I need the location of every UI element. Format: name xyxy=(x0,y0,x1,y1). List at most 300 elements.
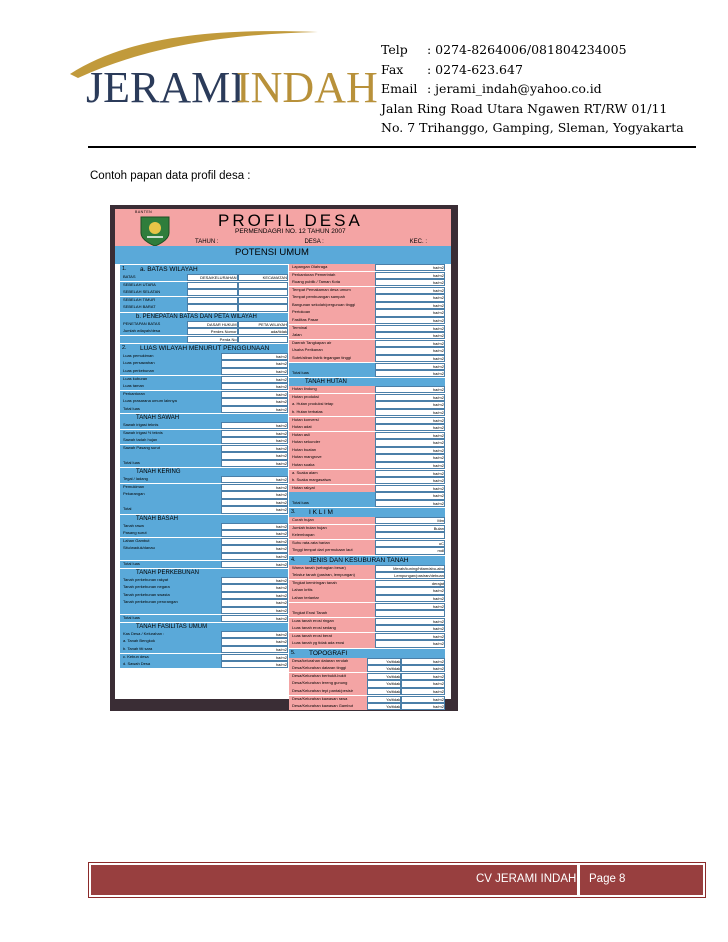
board-row xyxy=(120,654,288,661)
row-value: ha/m2 xyxy=(375,485,445,492)
row-label: Lahan Gambut xyxy=(120,538,221,545)
row-value: oC xyxy=(375,540,445,547)
row-value xyxy=(187,282,237,289)
board-subtitle: PERMENDAGRI NO. 12 TAHUN 2007 xyxy=(235,228,346,235)
address-line-1: Jalan Ring Road Utara Ngawen RT/RW 01/11 xyxy=(381,100,668,116)
row-value xyxy=(187,304,237,311)
section-number: 3. xyxy=(291,509,296,516)
board-row xyxy=(120,638,288,645)
row-label: Desa/Kelurahan lereng gunung xyxy=(289,680,367,687)
row-label: Sawah Pasang surut xyxy=(120,445,221,452)
row-label: Suhu rata-rata harian xyxy=(289,540,375,547)
row-label: Hutan rakyat xyxy=(289,485,375,492)
row-label: Hutan buatan xyxy=(289,447,375,454)
row-label: Tanah rawa xyxy=(120,523,221,530)
row-value: ha/m2 xyxy=(401,673,445,680)
row-value: ha/m2 xyxy=(221,376,288,383)
row-value: ha/m2 xyxy=(375,470,445,477)
footer-separator xyxy=(577,865,580,895)
row-value: ha/m2 xyxy=(221,638,288,645)
row-value: ha/m2 xyxy=(375,355,445,362)
board-section-header xyxy=(120,344,288,353)
section-number: 1. xyxy=(122,266,127,272)
row-value: Ya/tidak xyxy=(367,673,401,680)
row-value: ha/m2 xyxy=(221,592,288,599)
board-row xyxy=(289,532,445,539)
board-section-header xyxy=(289,649,445,658)
row-value: ha/m2 xyxy=(221,445,288,452)
row-label: BATAS xyxy=(120,274,187,281)
row-label xyxy=(120,452,221,459)
row-label: b. Tanah titi sara xyxy=(120,646,221,653)
row-value: Ya/tidak xyxy=(367,696,401,703)
row-value: ha/m2 xyxy=(221,430,288,437)
row-value: ha/m2 xyxy=(221,398,288,405)
row-label: Hutan produksi xyxy=(289,394,375,401)
board-title: PROFIL DESA xyxy=(218,211,363,230)
board-section-header xyxy=(289,556,445,565)
row-value xyxy=(375,532,445,539)
board-meta xyxy=(195,239,427,245)
row-label: Luas prasarana umum lainnya xyxy=(120,398,221,405)
board-row xyxy=(289,264,445,271)
board-row xyxy=(289,625,445,632)
row-value: ha/m2 xyxy=(221,353,288,360)
row-label: Tekstur tanah (pasiran, lempungan) xyxy=(289,572,375,579)
row-label: Luas taman xyxy=(120,383,221,390)
row-value: Mm xyxy=(375,517,445,524)
row-value xyxy=(187,297,237,304)
row-value xyxy=(238,304,288,311)
board-row xyxy=(289,432,445,439)
board-row xyxy=(289,565,445,572)
board-row xyxy=(120,561,288,568)
board-row xyxy=(289,363,445,370)
row-label: Luas perkebunan xyxy=(120,368,221,375)
row-value: ha/m2 xyxy=(375,640,445,647)
contact-fax xyxy=(381,60,684,80)
board-section-header xyxy=(120,265,288,274)
board-row xyxy=(120,336,288,343)
row-label: Desa/Kelurahan dataran tinggi xyxy=(289,665,367,672)
board-row xyxy=(289,470,445,477)
row-label: Luas tanah erosi berat xyxy=(289,633,375,640)
board-row xyxy=(120,661,288,668)
row-value: ha/m2 xyxy=(375,302,445,309)
row-label: a. Hutan produksi tetap xyxy=(289,401,375,408)
board-row xyxy=(289,547,445,554)
row-value: ha/m2 xyxy=(375,370,445,377)
row-label: Tempat Pemakaman desa umum xyxy=(289,287,375,294)
row-label xyxy=(289,603,375,610)
row-value: ha/m2 xyxy=(221,391,288,398)
row-label: d. Sawah Desa xyxy=(120,661,221,668)
contact-label: Fax xyxy=(381,61,404,77)
row-value: ha/m2 xyxy=(375,317,445,324)
row-label: b. Suaka margasatwa xyxy=(289,477,375,484)
row-value xyxy=(238,297,288,304)
row-label xyxy=(120,607,221,614)
board-row xyxy=(289,309,445,316)
company-logo xyxy=(68,30,378,112)
board-row xyxy=(289,409,445,416)
row-value: ha/m2 xyxy=(221,360,288,367)
board-row xyxy=(289,540,445,547)
row-label: SEBELAH BARAT xyxy=(120,304,187,311)
contact-value: : jerami_indah@yahoo.co.id xyxy=(427,81,602,96)
row-value: ha/m2 xyxy=(221,561,288,568)
board-row xyxy=(120,321,288,328)
row-label: Total luas xyxy=(120,406,221,413)
row-value: ha/m2 xyxy=(221,631,288,638)
board-row xyxy=(289,580,445,587)
row-value: ha/m2 xyxy=(221,545,288,552)
row-label: Curah hujan xyxy=(289,517,375,524)
row-value: ha/m2 xyxy=(221,437,288,444)
board-row xyxy=(289,417,445,424)
row-value: ha/m2 xyxy=(375,287,445,294)
row-value: ha/m2 xyxy=(221,553,288,560)
row-value: ha/m2 xyxy=(375,618,445,625)
row-label: Hutan mangrove xyxy=(289,454,375,461)
row-value: DASAR HUKUM xyxy=(187,321,237,328)
row-value: ha/m2 xyxy=(221,646,288,653)
board-row xyxy=(120,437,288,444)
row-value: ha/m2 xyxy=(375,603,445,610)
section-title: a. BATAS WILAYAH xyxy=(140,266,198,273)
row-value: ha/m2 xyxy=(221,654,288,661)
row-label xyxy=(120,553,221,560)
board-row xyxy=(120,422,288,429)
row-value: Perdes Nomor xyxy=(187,328,237,335)
row-value: ha/m2 xyxy=(375,595,445,602)
section-title: LUAS WILAYAH MENURUT PENGGUNAAN xyxy=(140,344,270,352)
board-row xyxy=(289,572,445,579)
row-label: Pertokoan xyxy=(289,309,375,316)
row-label xyxy=(289,492,375,499)
row-value: ha/m2 xyxy=(375,454,445,461)
board-row xyxy=(120,631,288,638)
row-label: Desa/Kelurahan kawasan Gambut xyxy=(289,703,367,710)
row-value xyxy=(238,336,288,343)
row-value: PETA WILAYAH xyxy=(238,321,288,328)
board-row xyxy=(120,523,288,530)
row-label: Kas Desa / Kelurahan : xyxy=(120,631,221,638)
row-label: Desa/kelurahan dataran rendah xyxy=(289,658,367,665)
row-value: ha/m2 xyxy=(221,460,288,467)
contact-email xyxy=(381,79,684,99)
board-row xyxy=(289,294,445,301)
row-label: Sutet/aliran listrik tegangan tinggi xyxy=(289,355,375,362)
row-label: Tanah perkebunan negara xyxy=(120,584,221,591)
board-row xyxy=(289,447,445,454)
board-row xyxy=(120,545,288,552)
row-value: ha/m2 xyxy=(375,417,445,424)
board-row xyxy=(289,439,445,446)
board-row xyxy=(289,279,445,286)
row-label: Jalan xyxy=(289,332,375,339)
row-label: Total luas xyxy=(289,370,375,377)
row-value: ha/m2 xyxy=(375,363,445,370)
profil-desa-board xyxy=(110,205,458,711)
row-value: ha/m2 xyxy=(375,272,445,279)
row-value: ha/m2 xyxy=(375,332,445,339)
row-label: Tegal / ladang xyxy=(120,476,221,483)
row-value: ha/m2 xyxy=(375,492,445,499)
row-label: b. Hutan terbatas xyxy=(289,409,375,416)
row-label: Tingkat kemiringan tanah xyxy=(289,580,375,587)
board-row xyxy=(120,289,288,296)
row-value: ha/m2 xyxy=(221,491,288,498)
board-row xyxy=(120,615,288,622)
row-label: Luas tanah yg tidak ada erosi xyxy=(289,640,375,647)
board-row xyxy=(120,460,288,467)
row-label: Pemukiman xyxy=(120,484,221,491)
row-label: Hutan lindung xyxy=(289,386,375,393)
row-label: Total xyxy=(120,506,221,513)
row-value: Lempungan/pasiran/debuan xyxy=(375,572,445,579)
row-label: Tanah perkebunan rakyat xyxy=(120,577,221,584)
board-row xyxy=(289,658,445,665)
intro-text: Contoh papan data profil desa : xyxy=(90,170,251,182)
row-value: Ya/tidak xyxy=(367,688,401,695)
board-row xyxy=(120,506,288,513)
row-value: ha/m2 xyxy=(221,607,288,614)
row-label: Total luas xyxy=(289,500,375,507)
section-number: 5. xyxy=(291,649,296,656)
row-label: SEBELAH SELATAN xyxy=(120,289,187,296)
row-value xyxy=(187,289,237,296)
row-value: ha/m2 xyxy=(221,499,288,506)
row-value: ha/m2 xyxy=(221,368,288,375)
board-row xyxy=(289,347,445,354)
board-row xyxy=(120,530,288,537)
row-label: Daerah Tangkapan air xyxy=(289,340,375,347)
board-row xyxy=(289,485,445,492)
row-value: ha/m2 xyxy=(375,462,445,469)
row-value: ha/m2 xyxy=(375,386,445,393)
board-row xyxy=(120,553,288,560)
row-value: ha/m2 xyxy=(375,325,445,332)
section-title: JENIS DAN KESUBURAN TANAH xyxy=(309,556,409,564)
row-label: Luas tanah erosi ringan xyxy=(289,618,375,625)
row-label: Fasilitas Pasar xyxy=(289,317,375,324)
section-title: POTENSI UMUM xyxy=(235,247,309,258)
board-row xyxy=(120,274,288,281)
row-label: SEBELAH UTARA xyxy=(120,282,187,289)
row-label: Tinggi tempat dari permukaan laut xyxy=(289,547,375,554)
board-row xyxy=(289,302,445,309)
board-row xyxy=(289,587,445,594)
board-subsection-header: TANAH PERKEBUNAN xyxy=(120,569,288,577)
row-value: ha/m2 xyxy=(375,309,445,316)
section-number: 4. xyxy=(291,556,296,563)
row-value: Bulan xyxy=(375,525,445,532)
row-label: Ruang publik / Taman Kota xyxy=(289,279,375,286)
board-row xyxy=(289,317,445,324)
logo-text-dark: JERAMI xyxy=(86,63,245,112)
row-value: ha/m2 xyxy=(401,665,445,672)
board-row xyxy=(289,340,445,347)
row-label: Lapangan Olahraga xyxy=(289,264,375,271)
row-value: Merah/kuning/hitam/abu-abu xyxy=(375,565,445,572)
board-row xyxy=(289,595,445,602)
row-label: Jumlah wilayah/desa xyxy=(120,328,187,335)
board-row xyxy=(120,282,288,289)
address-line-2: No. 7 Trihanggo, Gamping, Sleman, Yogyakarta xyxy=(381,120,684,135)
row-label: Pasang surut xyxy=(120,530,221,537)
row-label: a. Tanah Bengkok xyxy=(120,638,221,645)
row-label: Tanah perkebunan swasta xyxy=(120,592,221,599)
board-row xyxy=(289,703,445,710)
row-label: Tingkat Erosi Tanah xyxy=(289,610,375,617)
row-label: Luas pemukiman xyxy=(120,353,221,360)
board-row xyxy=(289,355,445,362)
board-row xyxy=(289,610,445,617)
section-title: TOPOGRAFI xyxy=(309,649,348,657)
row-value: ada/tidak xyxy=(238,328,288,335)
row-value xyxy=(238,282,288,289)
row-label: Total luas xyxy=(120,460,221,467)
row-value: derajat xyxy=(375,580,445,587)
row-label: Lahan kritis xyxy=(289,587,375,594)
row-label: Hutan konversi xyxy=(289,417,375,424)
page-number: Page 8 xyxy=(589,873,626,885)
contact-value: : 0274-623.647 xyxy=(427,61,523,77)
row-value: ha/m2 xyxy=(375,500,445,507)
row-label: Luas persawahan xyxy=(120,360,221,367)
board-row xyxy=(120,646,288,653)
row-value xyxy=(238,289,288,296)
board-row xyxy=(120,491,288,498)
row-value: ha/m2 xyxy=(221,530,288,537)
row-value: ha/m2 xyxy=(221,615,288,622)
board-subsection-header: TANAH BASAH xyxy=(120,515,288,523)
meta-tahun: TAHUN : xyxy=(195,239,219,245)
row-label: Jumlah bulan hujan xyxy=(289,525,375,532)
row-value: ha/m2 xyxy=(375,432,445,439)
board-row xyxy=(289,673,445,680)
row-value: ha/m2 xyxy=(375,447,445,454)
row-label: Kelembapan xyxy=(289,532,375,539)
board-row xyxy=(120,328,288,335)
footer-company: CV JERAMI INDAH xyxy=(476,873,577,885)
row-value: ha/m2 xyxy=(375,394,445,401)
left-column xyxy=(120,264,288,669)
board-row xyxy=(120,406,288,413)
row-label: Sawah irigasi teknis xyxy=(120,422,221,429)
row-value: KECAMATAN xyxy=(238,274,288,281)
board-row xyxy=(289,688,445,695)
row-label: Sawah tadah hujan xyxy=(120,437,221,444)
row-value: Ya/tidak xyxy=(367,665,401,672)
row-label xyxy=(120,499,221,506)
board-subsection-header: b. PENEPATAN BATAS DAN PETA WILAYAH xyxy=(120,313,288,321)
board-row xyxy=(120,577,288,584)
board-row xyxy=(289,272,445,279)
row-value: ha/m2 xyxy=(221,506,288,513)
row-value: ha/m2 xyxy=(375,264,445,271)
board-row xyxy=(120,360,288,367)
board-row xyxy=(289,477,445,484)
regional-crest-icon xyxy=(137,213,173,247)
board-row xyxy=(120,376,288,383)
row-value: ha/m2 xyxy=(375,294,445,301)
board-row xyxy=(120,599,288,606)
row-value: ha/m2 xyxy=(221,584,288,591)
section-title: I K L I M xyxy=(309,509,333,517)
row-label: Situ/waduk/danau xyxy=(120,545,221,552)
row-value: ha/m2 xyxy=(221,577,288,584)
row-label: Perkantoran xyxy=(120,391,221,398)
row-label: Bangunan sekolah/perguruan tinggi xyxy=(289,302,375,309)
row-value: ha/m2 xyxy=(375,347,445,354)
board-row xyxy=(120,304,288,311)
row-label: Tanah perkebunan perorangan xyxy=(120,599,221,606)
board-row xyxy=(289,454,445,461)
board-row xyxy=(289,287,445,294)
board-row xyxy=(289,603,445,610)
meta-desa: DESA : xyxy=(304,239,324,245)
board-row xyxy=(120,391,288,398)
board-row xyxy=(289,332,445,339)
section-number: 2. xyxy=(122,344,127,351)
board-inner xyxy=(115,209,451,710)
board-subsection-header: TANAH SAWAH xyxy=(120,414,288,422)
row-label: Total luas xyxy=(120,561,221,568)
row-label: c. Kebun desa xyxy=(120,654,221,661)
row-value: ha/m2 xyxy=(375,279,445,286)
board-row xyxy=(120,297,288,304)
contact-label: Telp xyxy=(381,42,408,57)
board-row xyxy=(289,401,445,408)
board-subsection-header: TANAH FASILITAS UMUM xyxy=(120,623,288,631)
row-value: ha/m2 xyxy=(221,661,288,668)
logo-text-gold: INDAH xyxy=(236,63,378,112)
board-row xyxy=(289,394,445,401)
row-label: Hutan suaka xyxy=(289,462,375,469)
board-row xyxy=(289,517,445,524)
row-value: ha/m2 xyxy=(375,409,445,416)
meta-kec: KEC. : xyxy=(409,239,427,245)
right-column xyxy=(289,264,445,711)
board-row xyxy=(120,353,288,360)
row-label: Total luas xyxy=(120,615,221,622)
row-value: Ya/tidak xyxy=(367,658,401,665)
row-value: ha/m2 xyxy=(375,477,445,484)
board-row xyxy=(289,640,445,647)
row-label: PENETAPAN BATAS xyxy=(120,321,187,328)
board-row xyxy=(289,370,445,377)
row-value: ha/m2 xyxy=(401,696,445,703)
board-row xyxy=(120,445,288,452)
row-label: Hutan sekunder xyxy=(289,439,375,446)
board-row xyxy=(289,424,445,431)
row-label: Tempat pembuangan sampah xyxy=(289,294,375,301)
row-value: ha/m2 xyxy=(375,439,445,446)
row-value: ha/m2 xyxy=(401,658,445,665)
row-label: Usaha Perikanan xyxy=(289,347,375,354)
board-row xyxy=(289,500,445,507)
row-value: ha/m2 xyxy=(401,680,445,687)
board-section-header xyxy=(289,508,445,517)
board-row xyxy=(289,618,445,625)
contact-value: : 0274-8264006/081804234005 xyxy=(427,42,627,57)
board-row xyxy=(120,398,288,405)
row-value: Ya/tidak xyxy=(367,680,401,687)
row-value: ha/m2 xyxy=(375,401,445,408)
board-row xyxy=(289,633,445,640)
